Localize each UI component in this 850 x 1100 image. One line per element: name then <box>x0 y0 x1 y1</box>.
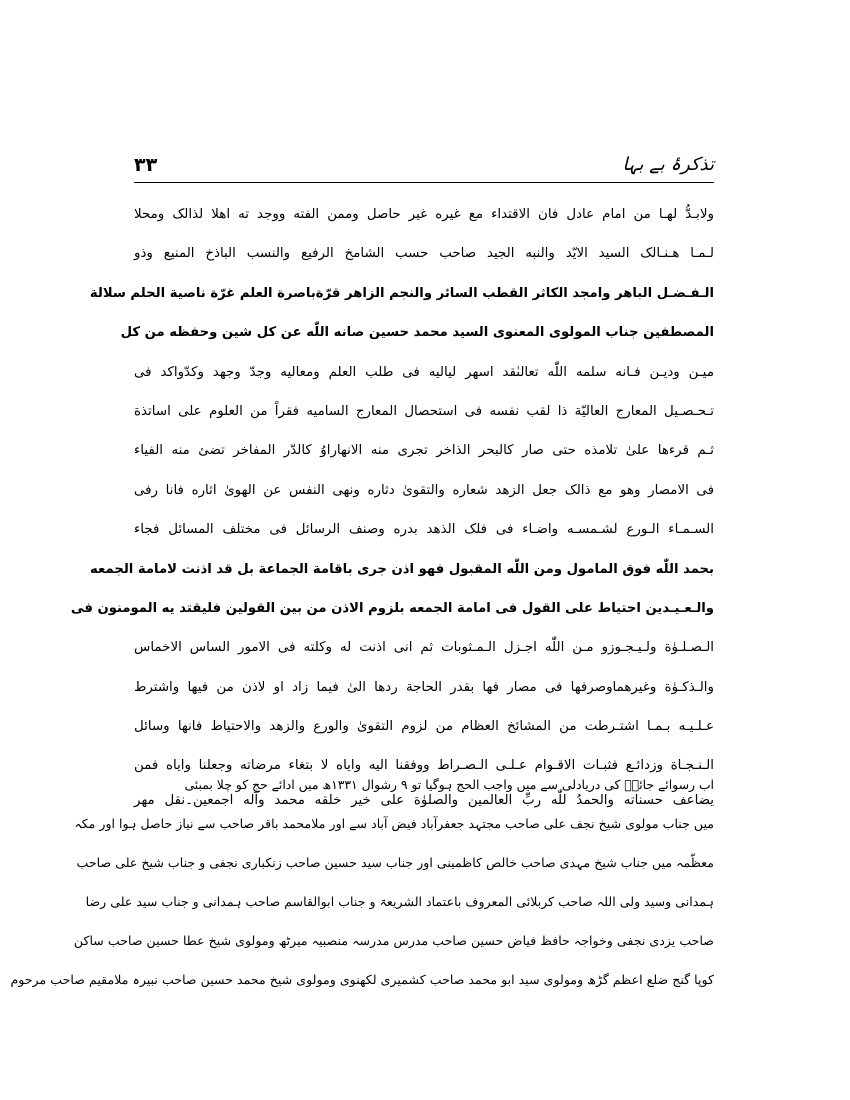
text-line: والـذكـوٰة وغيرهماوصرفها فى مصار فها بقدر الحاجة ردها الىٰ فيما زاد او لاذن من فيها واشترط <box>134 679 714 695</box>
urdu-paragraph <box>10 765 714 999</box>
text-line: کوپا گنج ضلع اعظم گڑھ ومولوی سید ابو محمد صاحب کشمیری لکھنوی ومولوی شیخ محمد حسین صاحب نبیرہ ملامقیم صاحب مرحوم <box>10 972 714 987</box>
text-line: صاحب یزدی نجفی وخواجہ حافظ فیاض حسین صاحب مدرس مدرسہ منصبیہ میرٹھ ومولوی شیخ عطا حسین صاحب ساکن <box>73 933 714 948</box>
running-title: تذکرۂ بے بہا <box>622 154 714 175</box>
text-line: فى الامصار وهو مع ذالک جعل الزهد شعاره والتقوىٰ دثاره ونهى النفس عن الهوىٰ اثاره فانا رفى <box>134 482 714 498</box>
page-number: ۳۳ <box>134 154 158 176</box>
text-line: والـعـيـدين احتياط على القول فى امامة الجمعه بلزوم الاذن من بين القولين فليقتد يه المومنون فى <box>70 600 714 616</box>
arabic-paragraph <box>70 195 714 815</box>
text-line: ميـن وديـن فـانه سلمه اللّٰه تعالىٰقد اسهر لياليه فى طلب العلم ومعاليه وجدّ وجهد وكدّواكد فى <box>134 364 714 380</box>
header-rule <box>134 182 714 183</box>
text-line: الـنـجـاة وزدائـع فثبـات الاقـوام عـلـى الـصـراط ووفقنا اليه واياه لا بتغاء مرضاته وجعلنا واياه فمن <box>134 758 714 774</box>
text-line: تـحـصـيل المعارج العاليّة ذا لقب نفسه فى استحصال المعارج الساميه فقراً من العلوم على اساتذة <box>134 403 714 419</box>
text-line: بحمد اللّٰه فوق المامول ومن اللّٰه المقبول فهو اذن جرى باقامة الجماعة بل قد اذنت لامامة الجمعه <box>90 561 714 577</box>
text-line: الـصـلـوٰة ولـيـجـوزو مـن اللّٰه اجـزل الـمـثوبات ثم انى اذنت له وكلته فى الامور الساس الاخماس <box>134 640 714 656</box>
text-line: ولابـدُّ لهـا من امام عادل فان الاقتداء مع غيره غير حاصل وممن الفته ووجد ته اهلا لذالک ومحلا <box>134 207 714 222</box>
text-line: معظّمہ میں جناب شیخ مہدی صاحب خالص کاظمینی اور جناب سید حسین صاحب زنکباری نجفی و جناب شیخ علی صاحب <box>76 855 714 870</box>
text-line: المصطفين جناب المولوى المعنوى السيد محمد حسين صانه اللّٰه عن كل شين وحفظه من كل <box>120 325 714 341</box>
text-line: ثـم قرءها علىٰ تلامذه حتى صار كالبحر الذاخر تجرى منه الانهاراوُ كالدّر المفاخر تضئ منه الفياء <box>134 443 714 459</box>
text-line: لـمـا هـنـالک السيد الايّد والنبه الجيد صاحب حسب الشامخ الرفيع والنسب الباذخ المنيع وذو <box>134 246 714 262</box>
text-line: اب رسوائے جائسؔ کی دریادلی سے میں واجب الحج ہوگیا تو ۹ رشوال ۱۳۳۱ھ میں ادائے حج کو چلا بمبئی <box>184 777 714 792</box>
text-line: السـمـاء الـورع لشـمسـه واضـاء فى فلک الذهد بدره وصنف الرسائل فى مختلف المسائل فجاء <box>134 522 714 538</box>
text-line: عـلـيـه بـمـا اشتـرطت من المشائخ العظام من لزوم التقوىٰ والورع والزهد والاحتياط فانها وسائل <box>134 719 714 735</box>
text-line: میں جناب مولوی شیخ نجف علی صاحب مجتہد جعفرآباد فیض آباد سے اور ملامحمد باقر صاحب سے نیاز حاصل ہوا اور مکہ <box>74 816 714 831</box>
text-line: الـفـضـل الباهر وامجد الكاثر القطب السائر والنجم الزاهر قرّةباصرة العلم غرّة ناصية الحلم سلالة <box>89 285 714 301</box>
text-line: يضاعف حسناته والحمدُ للّٰه ربِّ العالمين والصلوٰة على خير خلقه محمد وآله اجمعين۔نقل مهر <box>134 792 714 808</box>
page-header <box>134 154 714 184</box>
text-line: ہمدانی وسید ولی اللہ صاحب کربلائی المعروف باعتماد الشریعۃ و جناب ابوالقاسم صاحب ہمدانی و جناب سید علی رضا <box>85 894 714 909</box>
